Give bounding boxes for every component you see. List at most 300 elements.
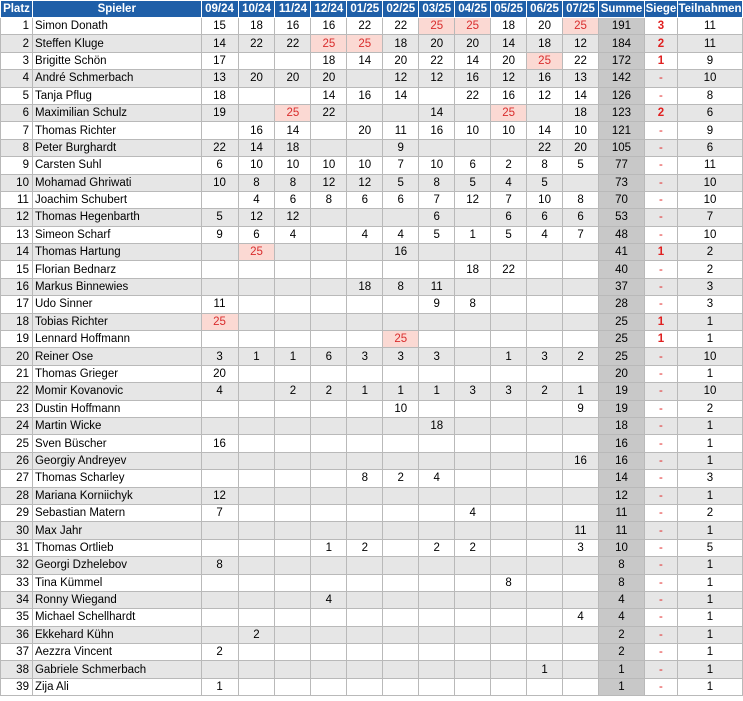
month-score-cell: 11: [419, 278, 455, 295]
rank-cell: 36: [1, 626, 33, 643]
player-name-cell: Thomas Scharley: [32, 470, 201, 487]
column-header[interactable]: 01/25: [347, 1, 383, 18]
month-score-cell: [347, 365, 383, 382]
month-score-cell: [383, 261, 419, 278]
month-score-cell: 3: [491, 383, 527, 400]
month-score-cell: 25: [311, 35, 347, 52]
rank-cell: 7: [1, 122, 33, 139]
rank-cell: 8: [1, 139, 33, 156]
month-score-cell: 20: [201, 365, 238, 382]
player-name-cell: Udo Sinner: [32, 296, 201, 313]
column-header[interactable]: 10/24: [238, 1, 275, 18]
month-score-cell: [275, 278, 311, 295]
month-score-cell: [275, 661, 311, 678]
month-score-cell: 12: [527, 87, 563, 104]
wins-cell: -: [644, 591, 677, 608]
month-score-cell: [563, 504, 599, 521]
month-score-cell: [491, 678, 527, 695]
month-score-cell: [491, 522, 527, 539]
player-name-cell: Ekkehard Kühn: [32, 626, 201, 643]
total-cell: 8: [599, 574, 645, 591]
participations-cell: 2: [677, 244, 742, 261]
rank-cell: 11: [1, 191, 33, 208]
month-score-cell: [201, 261, 238, 278]
month-score-cell: 5: [419, 226, 455, 243]
table-row: [1, 539, 743, 556]
month-score-cell: [383, 626, 419, 643]
column-header[interactable]: Summe: [599, 1, 645, 18]
month-score-cell: [527, 331, 563, 348]
month-score-cell: [311, 678, 347, 695]
month-score-cell: 9: [201, 226, 238, 243]
month-score-cell: [455, 661, 491, 678]
month-score-cell: 8: [383, 278, 419, 295]
month-score-cell: 8: [201, 557, 238, 574]
month-score-cell: [311, 313, 347, 330]
table-row: [1, 104, 743, 121]
participations-cell: 10: [677, 174, 742, 191]
month-score-cell: [563, 417, 599, 434]
player-name-cell: Reiner Ose: [32, 348, 201, 365]
column-header[interactable]: 11/24: [275, 1, 311, 18]
table-row: [1, 35, 743, 52]
month-score-cell: [383, 644, 419, 661]
player-name-cell: Carsten Suhl: [32, 157, 201, 174]
month-score-cell: 16: [527, 70, 563, 87]
month-score-cell: [201, 470, 238, 487]
month-score-cell: [491, 417, 527, 434]
wins-cell: 3: [644, 18, 677, 35]
month-score-cell: 10: [311, 157, 347, 174]
month-score-cell: [201, 244, 238, 261]
month-score-cell: 18: [455, 261, 491, 278]
month-score-cell: [201, 417, 238, 434]
column-header[interactable]: 12/24: [311, 1, 347, 18]
month-score-cell: [238, 574, 275, 591]
month-score-cell: [347, 644, 383, 661]
wins-cell: -: [644, 539, 677, 556]
month-score-cell: [491, 452, 527, 469]
month-score-cell: 14: [383, 87, 419, 104]
month-score-cell: [238, 383, 275, 400]
month-score-cell: [455, 522, 491, 539]
month-score-cell: [275, 644, 311, 661]
month-score-cell: 3: [201, 348, 238, 365]
column-header[interactable]: Teilnahmen: [677, 1, 742, 18]
month-score-cell: 1: [527, 661, 563, 678]
total-cell: 16: [599, 435, 645, 452]
month-score-cell: [455, 487, 491, 504]
total-cell: 184: [599, 35, 645, 52]
participations-cell: 2: [677, 261, 742, 278]
total-cell: 25: [599, 331, 645, 348]
month-score-cell: [238, 365, 275, 382]
column-header[interactable]: Siege: [644, 1, 677, 18]
wins-cell: -: [644, 452, 677, 469]
participations-cell: 11: [677, 157, 742, 174]
rank-cell: 22: [1, 383, 33, 400]
month-score-cell: 18: [201, 87, 238, 104]
table-row: [1, 122, 743, 139]
month-score-cell: [383, 452, 419, 469]
month-score-cell: 2: [347, 539, 383, 556]
month-score-cell: [311, 139, 347, 156]
month-score-cell: 18: [238, 18, 275, 35]
participations-cell: 2: [677, 400, 742, 417]
month-score-cell: [383, 522, 419, 539]
month-score-cell: [563, 244, 599, 261]
total-cell: 40: [599, 261, 645, 278]
column-header[interactable]: 02/25: [383, 1, 419, 18]
rank-cell: 10: [1, 174, 33, 191]
table-row: [1, 331, 743, 348]
month-score-cell: 25: [491, 104, 527, 121]
month-score-cell: 3: [383, 348, 419, 365]
player-name-cell: Georgiy Andreyev: [32, 452, 201, 469]
wins-cell: 2: [644, 104, 677, 121]
month-score-cell: 22: [491, 261, 527, 278]
participations-cell: 1: [677, 365, 742, 382]
rank-cell: 2: [1, 35, 33, 52]
month-score-cell: [527, 678, 563, 695]
month-score-cell: [347, 487, 383, 504]
month-score-cell: [419, 400, 455, 417]
month-score-cell: [347, 435, 383, 452]
month-score-cell: 20: [383, 52, 419, 69]
month-score-cell: [491, 400, 527, 417]
month-score-cell: 4: [238, 191, 275, 208]
month-score-cell: [419, 644, 455, 661]
month-score-cell: [311, 417, 347, 434]
month-score-cell: [455, 470, 491, 487]
column-header[interactable]: 05/25: [491, 1, 527, 18]
month-score-cell: 5: [455, 174, 491, 191]
month-score-cell: 6: [238, 226, 275, 243]
table-row: [1, 644, 743, 661]
month-score-cell: [311, 661, 347, 678]
month-score-cell: 5: [201, 209, 238, 226]
participations-cell: 1: [677, 626, 742, 643]
month-score-cell: [419, 557, 455, 574]
participations-cell: 7: [677, 209, 742, 226]
month-score-cell: 7: [201, 504, 238, 521]
month-score-cell: 16: [201, 435, 238, 452]
rank-cell: 28: [1, 487, 33, 504]
participations-cell: 1: [677, 574, 742, 591]
month-score-cell: [563, 174, 599, 191]
month-score-cell: [563, 487, 599, 504]
month-score-cell: [383, 296, 419, 313]
total-cell: 48: [599, 226, 645, 243]
month-score-cell: [201, 331, 238, 348]
month-score-cell: 25: [201, 313, 238, 330]
month-score-cell: 8: [311, 191, 347, 208]
month-score-cell: [455, 348, 491, 365]
month-score-cell: 1: [311, 539, 347, 556]
month-score-cell: 4: [201, 383, 238, 400]
month-score-cell: [275, 609, 311, 626]
month-score-cell: [455, 278, 491, 295]
column-header[interactable]: Platz: [1, 1, 33, 18]
month-score-cell: 20: [455, 35, 491, 52]
month-score-cell: 16: [455, 70, 491, 87]
total-cell: 4: [599, 609, 645, 626]
month-score-cell: 6: [455, 157, 491, 174]
column-header[interactable]: 04/25: [455, 1, 491, 18]
month-score-cell: 4: [347, 226, 383, 243]
month-score-cell: 1: [455, 226, 491, 243]
total-cell: 105: [599, 139, 645, 156]
month-score-cell: 25: [347, 35, 383, 52]
column-header[interactable]: 03/25: [419, 1, 455, 18]
month-score-cell: 2: [419, 539, 455, 556]
wins-cell: -: [644, 174, 677, 191]
month-score-cell: [238, 644, 275, 661]
table-row: [1, 157, 743, 174]
month-score-cell: [311, 522, 347, 539]
month-score-cell: [563, 331, 599, 348]
participations-cell: 2: [677, 504, 742, 521]
player-name-cell: Momir Kovanovic: [32, 383, 201, 400]
month-score-cell: [347, 331, 383, 348]
player-name-cell: Aezzra Vincent: [32, 644, 201, 661]
month-score-cell: 20: [491, 52, 527, 69]
month-score-cell: [419, 331, 455, 348]
rank-cell: 15: [1, 261, 33, 278]
month-score-cell: 20: [311, 70, 347, 87]
wins-cell: -: [644, 122, 677, 139]
month-score-cell: [347, 609, 383, 626]
month-score-cell: 16: [347, 87, 383, 104]
month-score-cell: 8: [275, 174, 311, 191]
month-score-cell: [238, 452, 275, 469]
month-score-cell: [383, 591, 419, 608]
month-score-cell: [527, 104, 563, 121]
player-name-cell: Joachim Schubert: [32, 191, 201, 208]
month-score-cell: 6: [275, 191, 311, 208]
month-score-cell: [563, 278, 599, 295]
column-header[interactable]: 07/25: [563, 1, 599, 18]
month-score-cell: [563, 574, 599, 591]
month-score-cell: [491, 244, 527, 261]
table-row: [1, 417, 743, 434]
month-score-cell: [311, 504, 347, 521]
player-name-cell: Thomas Ortlieb: [32, 539, 201, 556]
month-score-cell: 10: [491, 122, 527, 139]
month-score-cell: 15: [201, 18, 238, 35]
player-name-cell: Tanja Pflug: [32, 87, 201, 104]
month-score-cell: [311, 609, 347, 626]
month-score-cell: 18: [347, 278, 383, 295]
wins-cell: -: [644, 400, 677, 417]
player-name-cell: Sebastian Matern: [32, 504, 201, 521]
month-score-cell: 14: [311, 87, 347, 104]
month-score-cell: [238, 261, 275, 278]
month-score-cell: 14: [347, 52, 383, 69]
month-score-cell: [419, 591, 455, 608]
month-score-cell: 6: [311, 348, 347, 365]
participations-cell: 3: [677, 470, 742, 487]
month-score-cell: [455, 331, 491, 348]
month-score-cell: [419, 522, 455, 539]
table-row: [1, 574, 743, 591]
month-score-cell: [491, 609, 527, 626]
month-score-cell: [491, 313, 527, 330]
participations-cell: 10: [677, 70, 742, 87]
month-score-cell: [419, 626, 455, 643]
month-score-cell: [347, 504, 383, 521]
rank-cell: 6: [1, 104, 33, 121]
wins-cell: -: [644, 644, 677, 661]
month-score-cell: [347, 296, 383, 313]
month-score-cell: 12: [419, 70, 455, 87]
total-cell: 16: [599, 452, 645, 469]
header-row: [1, 1, 743, 18]
month-score-cell: [491, 661, 527, 678]
month-score-cell: [527, 574, 563, 591]
month-score-cell: 10: [238, 157, 275, 174]
month-score-cell: [238, 522, 275, 539]
month-score-cell: [455, 417, 491, 434]
month-score-cell: 4: [455, 504, 491, 521]
month-score-cell: 6: [383, 191, 419, 208]
month-score-cell: [275, 626, 311, 643]
month-score-cell: 4: [419, 470, 455, 487]
month-score-cell: [311, 452, 347, 469]
month-score-cell: [311, 557, 347, 574]
month-score-cell: 7: [419, 191, 455, 208]
wins-cell: -: [644, 209, 677, 226]
month-score-cell: [201, 452, 238, 469]
month-score-cell: [347, 661, 383, 678]
total-cell: 28: [599, 296, 645, 313]
month-score-cell: 5: [383, 174, 419, 191]
month-score-cell: [311, 470, 347, 487]
month-score-cell: 22: [201, 139, 238, 156]
month-score-cell: 10: [383, 400, 419, 417]
month-score-cell: 12: [455, 191, 491, 208]
rank-cell: 20: [1, 348, 33, 365]
month-score-cell: [311, 487, 347, 504]
month-score-cell: 22: [563, 52, 599, 69]
rank-cell: 27: [1, 470, 33, 487]
table-row: [1, 139, 743, 156]
total-cell: 53: [599, 209, 645, 226]
total-cell: 121: [599, 122, 645, 139]
month-score-cell: [347, 626, 383, 643]
month-score-cell: [527, 296, 563, 313]
month-score-cell: [527, 522, 563, 539]
wins-cell: 1: [644, 244, 677, 261]
table-row: [1, 487, 743, 504]
month-score-cell: [347, 313, 383, 330]
total-cell: 19: [599, 400, 645, 417]
month-score-cell: 8: [238, 174, 275, 191]
month-score-cell: 3: [455, 383, 491, 400]
month-score-cell: [527, 470, 563, 487]
month-score-cell: 11: [563, 522, 599, 539]
month-score-cell: [201, 609, 238, 626]
wins-cell: -: [644, 365, 677, 382]
month-score-cell: 14: [201, 35, 238, 52]
month-score-cell: [238, 313, 275, 330]
month-score-cell: 7: [491, 191, 527, 208]
month-score-cell: [491, 139, 527, 156]
month-score-cell: [201, 278, 238, 295]
rank-cell: 38: [1, 661, 33, 678]
month-score-cell: 18: [491, 18, 527, 35]
month-score-cell: 6: [419, 209, 455, 226]
player-name-cell: Mariana Korniichyk: [32, 487, 201, 504]
month-score-cell: 14: [275, 122, 311, 139]
month-score-cell: [275, 87, 311, 104]
wins-cell: 1: [644, 52, 677, 69]
month-score-cell: [419, 365, 455, 382]
total-cell: 126: [599, 87, 645, 104]
month-score-cell: 1: [491, 348, 527, 365]
month-score-cell: [491, 296, 527, 313]
month-score-cell: 7: [563, 226, 599, 243]
column-header[interactable]: 06/25: [527, 1, 563, 18]
rank-cell: 37: [1, 644, 33, 661]
table-row: [1, 174, 743, 191]
month-score-cell: 2: [383, 470, 419, 487]
month-score-cell: [311, 209, 347, 226]
table-row: [1, 609, 743, 626]
wins-cell: -: [644, 661, 677, 678]
month-score-cell: 25: [238, 244, 275, 261]
month-score-cell: 25: [527, 52, 563, 69]
table-row: [1, 435, 743, 452]
total-cell: 8: [599, 557, 645, 574]
rank-cell: 9: [1, 157, 33, 174]
month-score-cell: [347, 209, 383, 226]
month-score-cell: [491, 539, 527, 556]
month-score-cell: [419, 609, 455, 626]
month-score-cell: [527, 557, 563, 574]
month-score-cell: [238, 557, 275, 574]
month-score-cell: [275, 52, 311, 69]
month-score-cell: 10: [201, 174, 238, 191]
rank-cell: 34: [1, 591, 33, 608]
rank-cell: 31: [1, 539, 33, 556]
month-score-cell: [311, 296, 347, 313]
month-score-cell: [383, 313, 419, 330]
month-score-cell: 4: [383, 226, 419, 243]
month-score-cell: 22: [383, 18, 419, 35]
player-name-cell: Max Jahr: [32, 522, 201, 539]
participations-cell: 3: [677, 278, 742, 295]
month-score-cell: [311, 574, 347, 591]
participations-cell: 1: [677, 452, 742, 469]
month-score-cell: 10: [563, 122, 599, 139]
column-header[interactable]: 09/24: [201, 1, 238, 18]
month-score-cell: [563, 591, 599, 608]
total-cell: 37: [599, 278, 645, 295]
month-score-cell: 3: [347, 348, 383, 365]
month-score-cell: 17: [201, 52, 238, 69]
column-header[interactable]: Spieler: [32, 1, 201, 18]
month-score-cell: [238, 87, 275, 104]
month-score-cell: [311, 626, 347, 643]
month-score-cell: [311, 244, 347, 261]
month-score-cell: [275, 470, 311, 487]
month-score-cell: [347, 557, 383, 574]
participations-cell: 10: [677, 191, 742, 208]
month-score-cell: 6: [527, 209, 563, 226]
month-score-cell: 14: [563, 87, 599, 104]
month-score-cell: [563, 435, 599, 452]
